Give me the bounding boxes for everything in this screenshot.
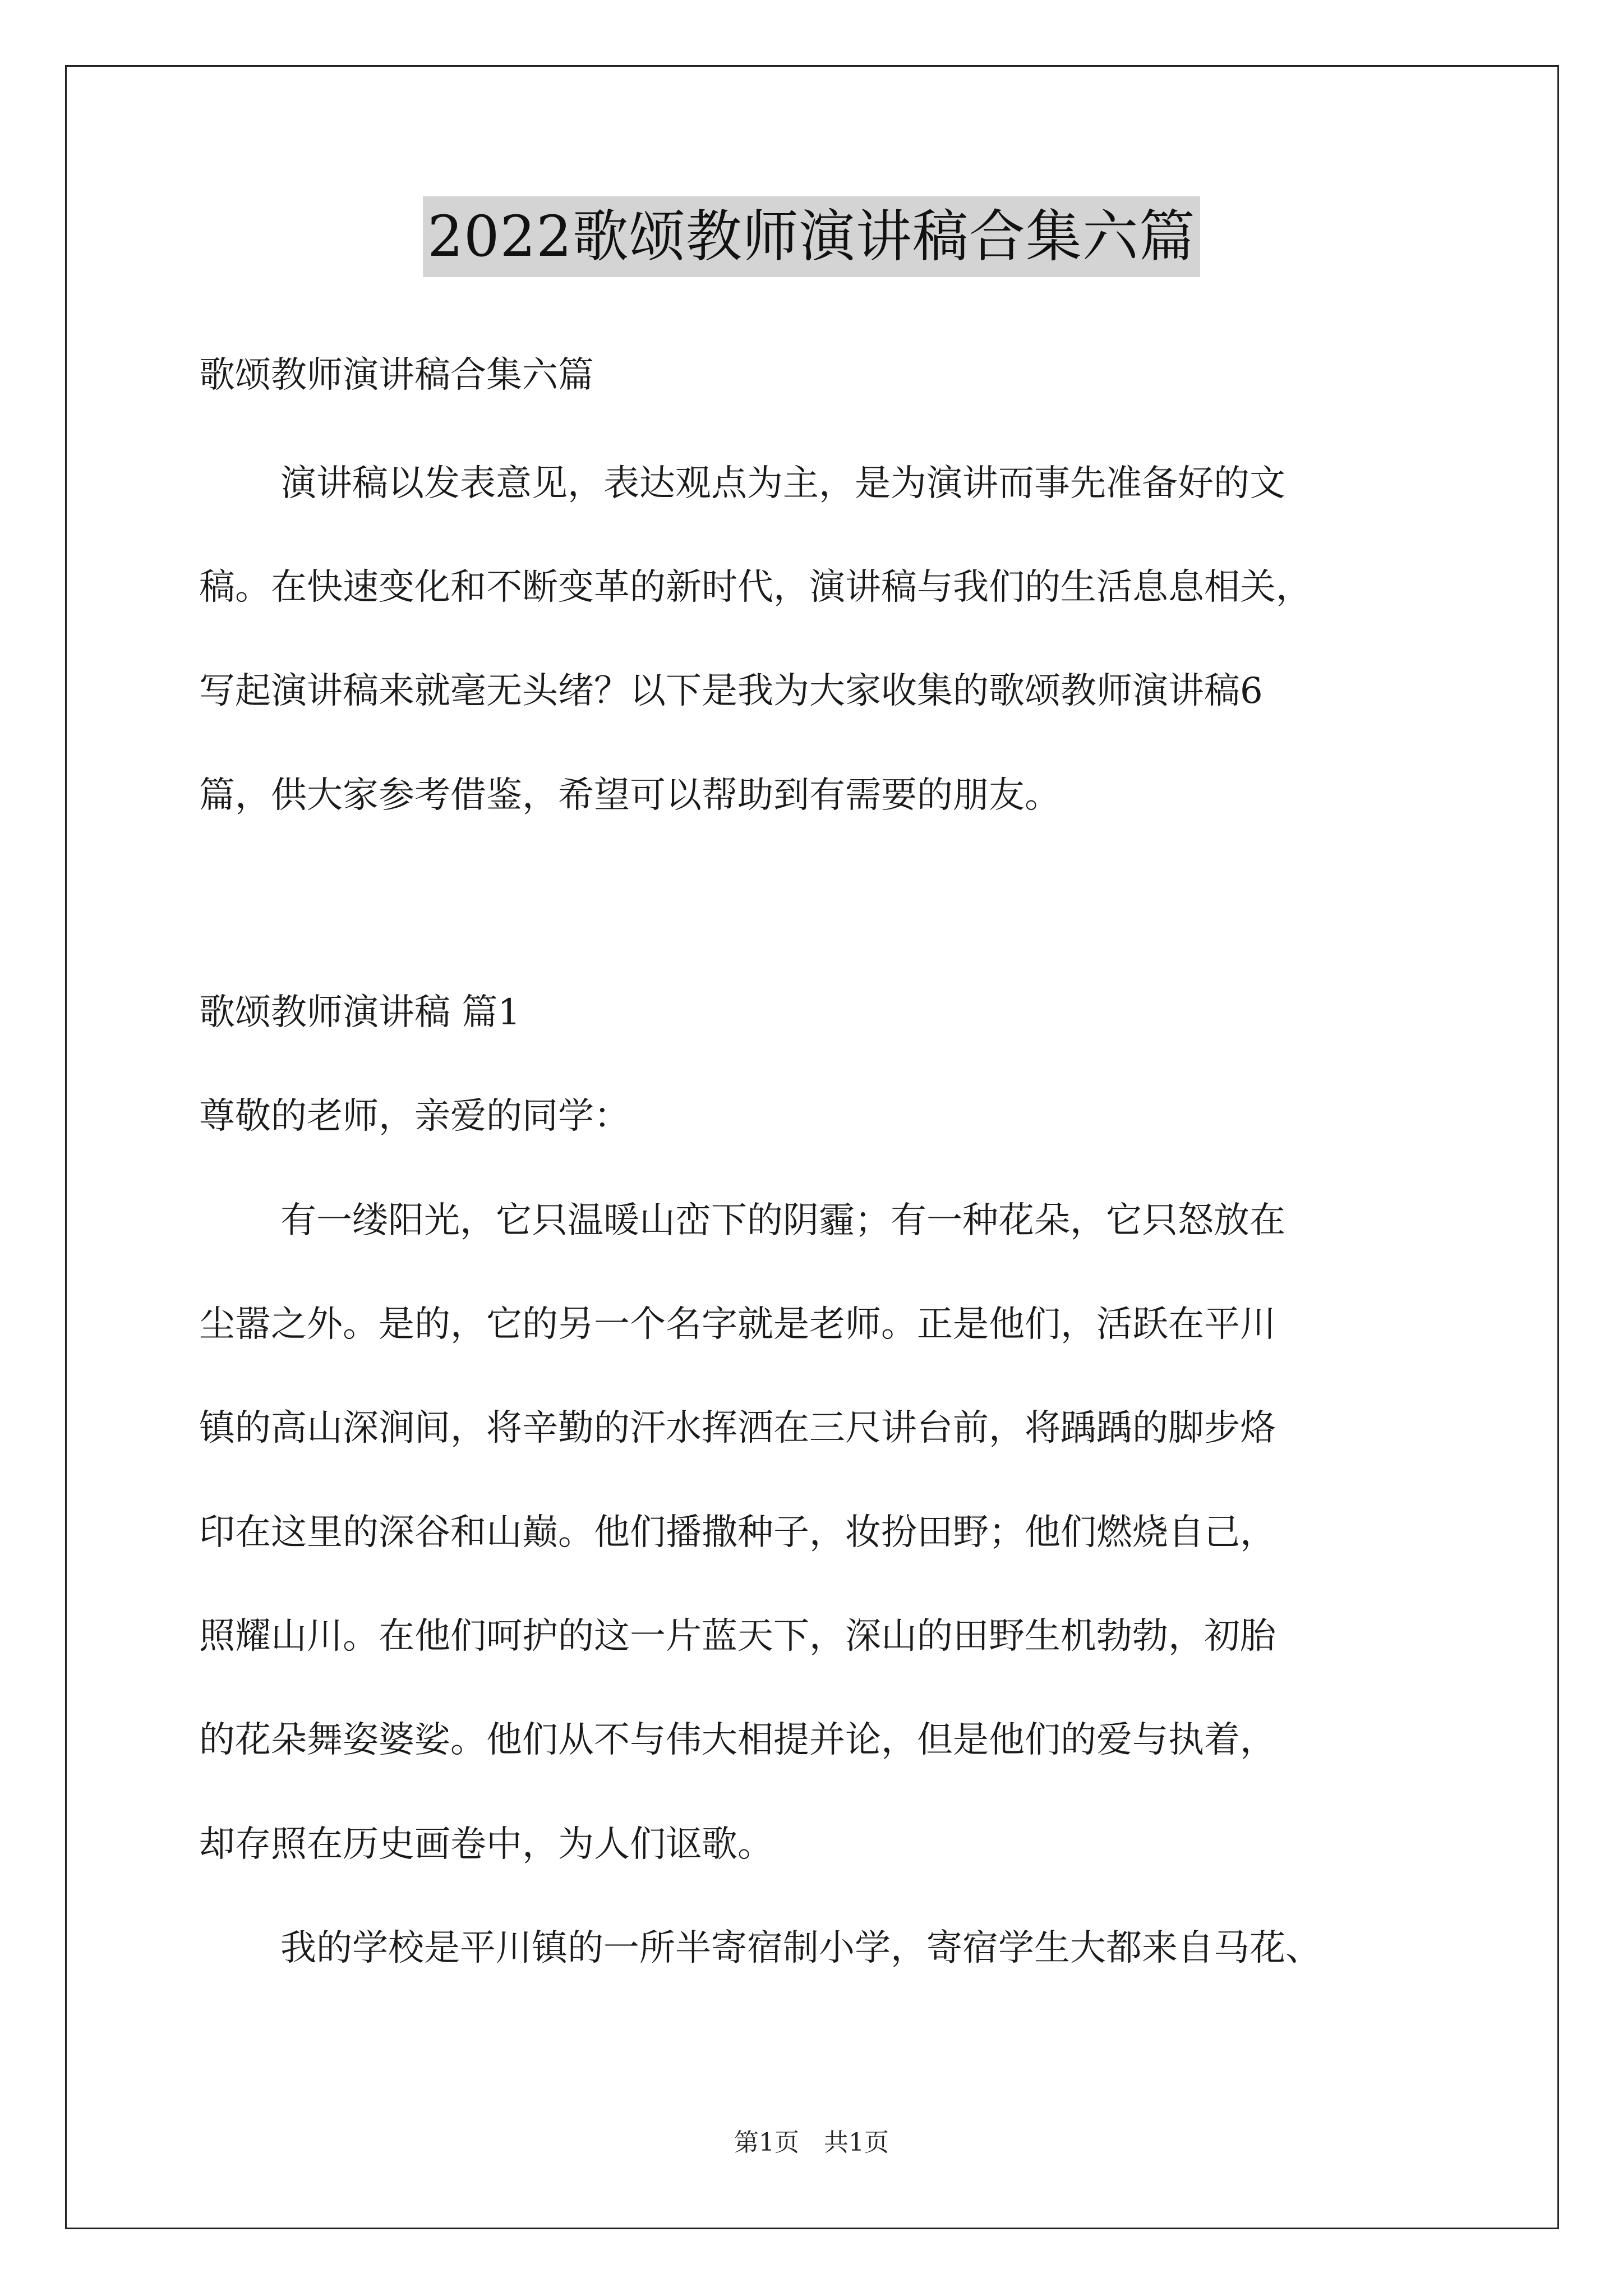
intro-line: 篇，供大家参考借鉴，希望可以帮助到有需要的朋友。 xyxy=(199,775,1061,816)
paragraph-line: 却存照在历史画卷中，为人们讴歌。 xyxy=(199,1824,773,1865)
paragraph-line: 有一缕阳光，它只温暖山峦下的阴霾；有一种花朵，它只怒放在 xyxy=(280,1200,1285,1241)
page-footer: 第1页 共1页 xyxy=(734,2128,889,2157)
paragraph-line: 尘嚣之外。是的，它的另一个名字就是老师。正是他们，活跃在平川 xyxy=(199,1304,1276,1345)
intro-line: 稿。在快速变化和不断变革的新时代，演讲稿与我们的生活息息相关， xyxy=(199,567,1312,608)
document-subtitle: 歌颂教师演讲稿合集六篇 xyxy=(199,355,594,396)
paragraph-line: 我的学校是平川镇的一所半寄宿制小学，寄宿学生大都来自马花、 xyxy=(280,1927,1321,1969)
paragraph-line: 印在这里的深谷和山巅。他们播撒种子，妆扮田野；他们燃烧自己， xyxy=(199,1512,1276,1553)
paragraph-line: 镇的高山深涧间，将辛勤的汗水挥洒在三尺讲台前，将踽踽的脚步烙 xyxy=(199,1407,1276,1449)
paragraph-line: 照耀山川。在他们呵护的这一片蓝天下，深山的田野生机勃勃，初胎 xyxy=(199,1616,1276,1657)
title-container xyxy=(0,196,1623,277)
intro-line: 写起演讲稿来就毫无头绪？以下是我为大家收集的歌颂教师演讲稿6 xyxy=(199,670,1263,712)
section-heading: 歌颂教师演讲稿 篇1 xyxy=(199,992,521,1033)
intro-line: 演讲稿以发表意见，表达观点为主，是为演讲而事先准备好的文 xyxy=(280,463,1285,504)
paragraph-line: 的花朵舞姿婆娑。他们从不与伟大相提并论，但是他们的爱与执着， xyxy=(199,1719,1276,1761)
greeting: 尊敬的老师，亲爱的同学： xyxy=(199,1096,630,1137)
document-title: 2022歌颂教师演讲稿合集六篇 xyxy=(423,196,1200,277)
